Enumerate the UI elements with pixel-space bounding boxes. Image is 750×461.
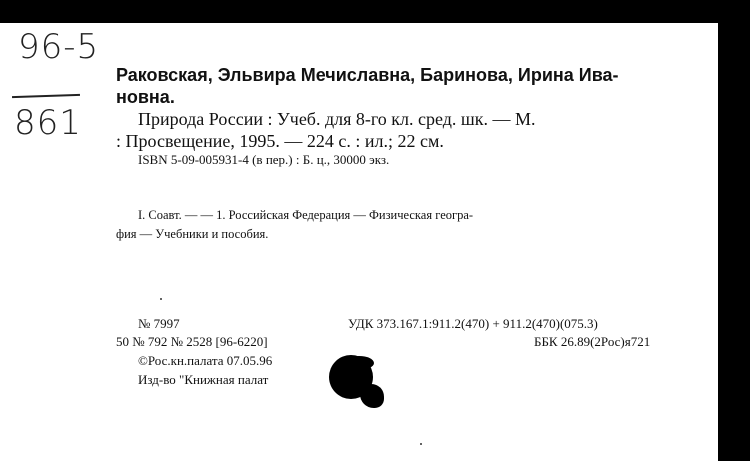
author-heading-line1: Раковская, Эльвира Мечиславна, Баринова, Ирина Ива-	[116, 65, 619, 85]
handwritten-call-number: 96-5	[18, 27, 100, 67]
scan-speck	[160, 298, 162, 300]
title-line1: Природа России : Учеб. для 8-го кл. сред. шк. — М.	[138, 109, 536, 129]
bbk-code: ББК 26.89(2Рос)я721	[534, 334, 651, 349]
ink-blot-drip	[360, 384, 384, 408]
scan-speck	[420, 443, 422, 445]
title-line2: : Просвещение, 1995. — 224 с. : ил.; 22 см.	[116, 131, 444, 151]
publisher-line: Изд-во "Книжная палат	[138, 372, 269, 387]
udc-code: УДК 373.167.1:911.2(470) + 911.2(470)(075.3)	[348, 316, 598, 331]
subjects-line1: I. Соавт. — — 1. Российская Федерация — Физическая геогра-	[138, 208, 474, 222]
scan-border-top	[0, 0, 750, 23]
copyright-line: ©Рос.кн.палата 07.05.96	[138, 353, 273, 368]
subjects-line2: фия — Учебники и пособия.	[116, 227, 269, 241]
ink-blot-top	[344, 356, 374, 370]
scan-border-right	[718, 23, 750, 461]
record-number: № 7997	[138, 316, 180, 331]
handwritten-author-mark: 861	[14, 103, 82, 143]
print-run-line: 50 № 792 № 2528 [96-6220]	[116, 334, 268, 349]
author-heading-line2: новна.	[116, 87, 175, 107]
isbn-line: ISBN 5-09-005931-4 (в пер.) : Б. ц., 30000 экз.	[138, 152, 390, 167]
